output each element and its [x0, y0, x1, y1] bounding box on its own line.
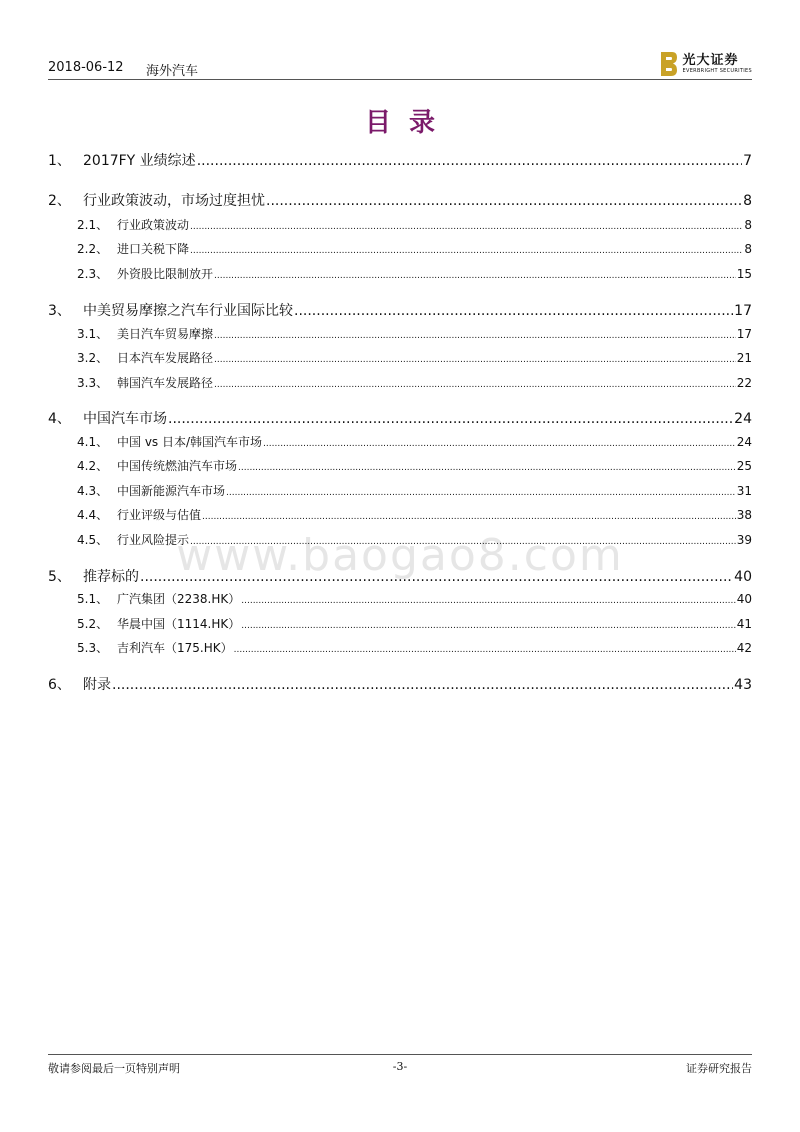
toc-entry-number: 5.3、 [77, 641, 109, 655]
toc-dot-leader [190, 222, 743, 232]
toc-entry-title: 中国新能源汽车市场 [117, 484, 226, 498]
footer-divider [48, 1054, 752, 1055]
toc-dot-leader [190, 246, 743, 256]
everbright-logo-icon [661, 52, 677, 76]
toc-entry[interactable] [48, 325, 752, 342]
toc-entry[interactable] [48, 349, 752, 366]
toc-entry-number: 2.1、 [77, 218, 109, 232]
toc-entry-number: 6、 [48, 677, 71, 693]
toc-entry-page: 31 [736, 484, 752, 498]
logo-name-en: EVERBRIGHT SECURITIES [682, 68, 752, 74]
toc-entry-number: 4.3、 [77, 484, 109, 498]
toc-entry-number: 5.2、 [77, 617, 109, 631]
toc-entry-page: 24 [734, 411, 752, 427]
toc-entry-title: 行业风险提示 [117, 533, 190, 547]
toc-dot-leader [214, 380, 736, 390]
toc-entry[interactable] [48, 240, 752, 257]
toc-entry-page: 40 [734, 569, 752, 585]
toc-entry[interactable] [48, 590, 752, 607]
toc-entry[interactable] [48, 457, 752, 474]
toc-entry-title: 推荐标的 [83, 569, 139, 585]
brand-logo [661, 50, 752, 78]
toc-entry[interactable] [48, 190, 752, 210]
toc-dot-leader [190, 537, 736, 547]
toc-entry-page: 15 [736, 267, 752, 281]
footer-report-type: 证券研究报告 [686, 1062, 752, 1075]
toc-entry[interactable] [48, 300, 752, 320]
toc-entry-number: 3.3、 [77, 376, 109, 390]
toc-entry-number: 2.3、 [77, 267, 109, 281]
toc-entry[interactable] [48, 639, 752, 656]
toc-entry[interactable] [48, 433, 752, 450]
toc-dot-leader [168, 411, 733, 427]
toc-entry-title: 行业评级与估值 [117, 508, 202, 522]
toc-dot-leader [214, 355, 736, 365]
toc-entry-title: 进口关税下降 [117, 242, 190, 256]
toc-entry-page: 42 [736, 641, 752, 655]
toc-entry[interactable] [48, 674, 752, 694]
toc-entry-page: 25 [736, 459, 752, 473]
toc-entry-page: 8 [743, 193, 752, 209]
watermark: www.baogao8.com [176, 530, 624, 581]
toc-entry[interactable] [48, 265, 752, 282]
toc-entry-title: 行业政策波动，市场过度担忧 [83, 193, 265, 209]
toc-entry-title: 中国 vs 日本/韩国汽车市场 [117, 435, 263, 449]
toc-entry-page: 24 [736, 435, 752, 449]
toc-entry-page: 8 [744, 242, 752, 256]
toc-entry-number: 3.2、 [77, 351, 109, 365]
toc-entry-title: 华晨中国（1114.HK） [117, 617, 241, 631]
toc-entry[interactable] [48, 408, 752, 428]
toc-entry-number: 1、 [48, 153, 71, 169]
toc-dot-leader [238, 463, 736, 473]
toc-entry-page: 17 [736, 327, 752, 341]
toc-dot-leader [112, 677, 733, 693]
toc-entry-number: 2、 [48, 193, 71, 209]
toc-entry-page: 40 [736, 592, 752, 606]
toc-entry-page: 39 [736, 533, 752, 547]
header-divider [48, 79, 752, 80]
toc-entry-title: 中国汽车市场 [83, 411, 167, 427]
toc-dot-leader [234, 645, 736, 655]
toc-dot-leader [214, 271, 736, 281]
toc-entry-title: 广汽集团（2238.HK） [117, 592, 241, 606]
toc-dot-leader [266, 193, 742, 209]
report-category: 海外汽车 [146, 64, 199, 79]
toc-entry-page: 21 [736, 351, 752, 365]
toc-entry-page: 17 [734, 303, 752, 319]
page-number: -3- [392, 1060, 408, 1073]
toc-entry-number: 3.1、 [77, 327, 109, 341]
toc-entry-page: 41 [736, 617, 752, 631]
toc-entry-title: 吉利汽车（175.HK） [117, 641, 233, 655]
toc-entry[interactable] [48, 615, 752, 632]
toc-entry-number: 4、 [48, 411, 71, 427]
toc-entry-number: 5、 [48, 569, 71, 585]
toc-dot-leader [197, 153, 742, 169]
toc-entry-page: 22 [736, 376, 752, 390]
toc-entry-title: 中美贸易摩擦之汽车行业国际比较 [83, 303, 293, 319]
report-date: 2018-06-12 [48, 60, 124, 75]
toc-entry-number: 5.1、 [77, 592, 109, 606]
toc-entry[interactable] [48, 482, 752, 499]
toc-entry-page: 8 [744, 218, 752, 232]
footer-disclaimer: 敬请参阅最后一页特别声明 [48, 1062, 180, 1075]
toc-entry-number: 4.4、 [77, 508, 109, 522]
toc-dot-leader [241, 621, 735, 631]
toc-entry[interactable] [48, 531, 752, 548]
toc-entry-page: 38 [736, 508, 752, 522]
toc-entry-number: 4.1、 [77, 435, 109, 449]
toc-entry[interactable] [48, 506, 752, 523]
toc-entry-title: 韩国汽车发展路径 [117, 376, 214, 390]
toc-entry-title: 附录 [83, 677, 111, 693]
toc-entry[interactable] [48, 216, 752, 233]
toc-entry-title: 中国传统燃油汽车市场 [117, 459, 238, 473]
page-header [48, 54, 752, 80]
toc-entry-page: 43 [734, 677, 752, 693]
toc-dot-leader [202, 512, 736, 522]
toc-entry-title: 行业政策波动 [117, 218, 190, 232]
toc-entry[interactable] [48, 566, 752, 586]
toc-entry[interactable] [48, 150, 752, 170]
toc-entry-number: 3、 [48, 303, 71, 319]
toc-dot-leader [241, 596, 735, 606]
toc-dot-leader [294, 303, 733, 319]
toc-entry-number: 4.2、 [77, 459, 109, 473]
toc-dot-leader [214, 331, 736, 341]
toc-entry-title: 日本汽车发展路径 [117, 351, 214, 365]
toc-entry-page: 7 [743, 153, 752, 169]
toc-dot-leader [226, 488, 736, 498]
toc-entry-title: 外资股比限制放开 [117, 267, 214, 281]
toc-dot-leader [140, 569, 733, 585]
toc-entry-number: 2.2、 [77, 242, 109, 256]
toc-entry-title: 2017FY 业绩综述 [83, 153, 196, 169]
logo-name-cn: 光大证券 [682, 53, 739, 68]
toc-entry-title: 美日汽车贸易摩擦 [117, 327, 214, 341]
toc-entry[interactable] [48, 374, 752, 391]
toc-title: 目录 [364, 108, 453, 138]
toc-dot-leader [263, 439, 736, 449]
toc-entry-number: 4.5、 [77, 533, 109, 547]
